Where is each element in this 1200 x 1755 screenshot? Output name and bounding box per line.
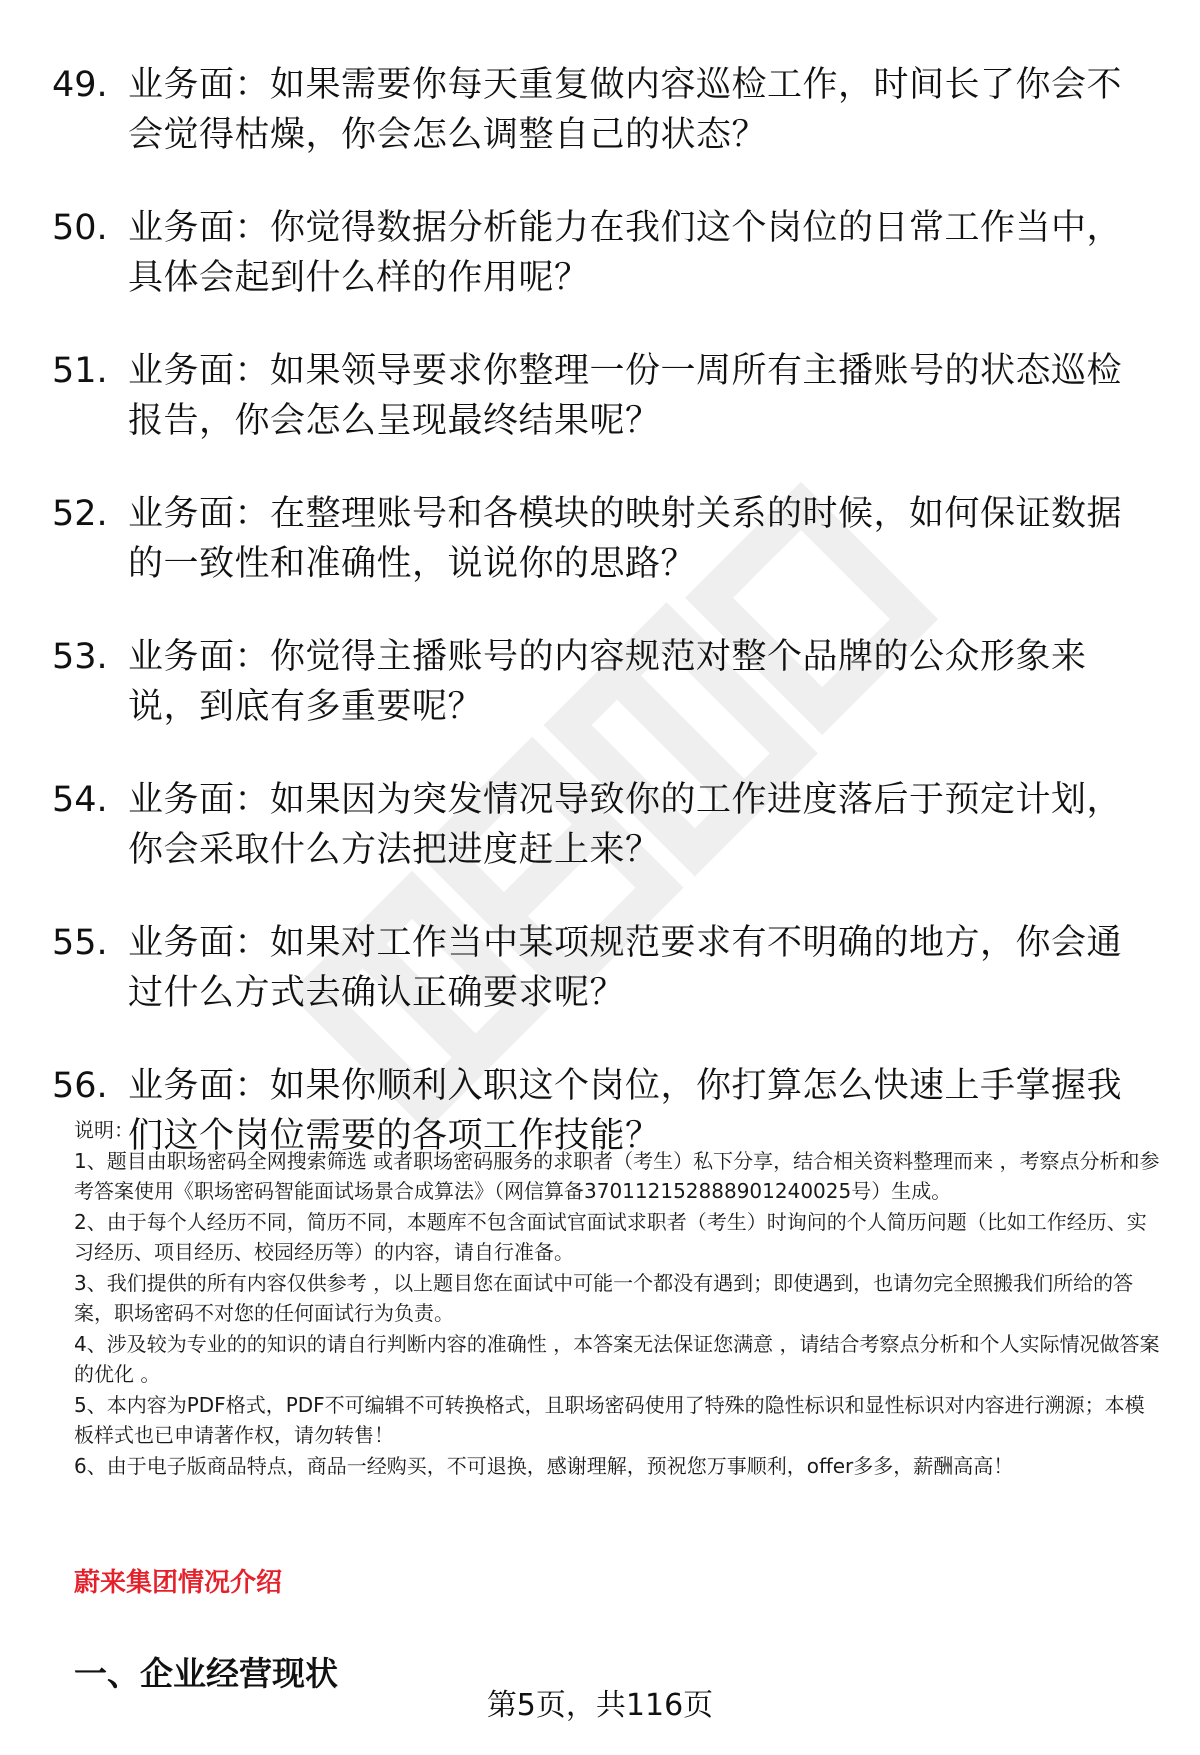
- question-number: 56.: [52, 1066, 108, 1106]
- question-number: 51.: [52, 351, 108, 391]
- question-text: 业务面：如果因为突发情况导致你的工作进度落后于预定计划，你会采取什么方法把进度赶上来？: [128, 780, 1123, 870]
- question-item: [52, 489, 1152, 589]
- question-item: [52, 60, 1152, 160]
- page-number-footer: 第5页，共116页: [486, 1688, 714, 1723]
- note-item: 1、题目由职场密码全网搜索筛选 或者职场密码服务的求职者（考生）私下分享，结合相关资料整理而来 ，考察点分析和参考答案使用《职场密码智能面试场景合成算法》（网信算备370112152888901240025号）生成。: [74, 1148, 1160, 1203]
- note-item: 5、本内容为PDF格式，PDF不可编辑不可转换格式，且职场密码使用了特殊的隐性标识和显性标识对内容进行溯源；本模板样式也已申请著作权，请勿转售！: [74, 1392, 1145, 1447]
- note-item: 3、我们提供的所有内容仅供参考 ，以上题目您在面试中可能一个都没有遇到；即使遇到，也请勿完全照搬我们所给的答案，职场密码不对您的任何面试行为负责。: [74, 1270, 1134, 1325]
- question-number: 55.: [52, 923, 108, 963]
- question-item: [52, 918, 1152, 1018]
- question-number: 54.: [52, 780, 108, 820]
- note-item: 4、涉及较为专业的的知识的请自行判断内容的准确性 ，本答案无法保证您满意 ，请结合考察点分析和个人实际情况做答案的优化 。: [74, 1331, 1160, 1386]
- company-heading: 蔚来集团情况介绍: [74, 1568, 283, 1598]
- question-number: 50.: [52, 208, 108, 248]
- question-number: 52.: [52, 494, 108, 534]
- section-heading: 一、企业经营现状: [74, 1654, 338, 1693]
- question-text: 业务面：你觉得数据分析能力在我们这个岗位的日常工作当中，具体会起到什么样的作用呢？: [128, 208, 1123, 298]
- question-item: [52, 203, 1152, 303]
- question-item: [52, 346, 1152, 446]
- notes-title: 说明：: [74, 1118, 134, 1142]
- question-text: 业务面：如果你顺利入职这个岗位，你打算怎么快速上手掌握我们这个岗位需要的各项工作技能？: [128, 1066, 1123, 1156]
- question-list: [52, 60, 1152, 1204]
- question-text: 业务面：如果需要你每天重复做内容巡检工作，时间长了你会不会觉得枯燥，你会怎么调整自己的状态？: [128, 65, 1123, 155]
- question-text: 业务面：在整理账号和各模块的映射关系的时候，如何保证数据的一致性和准确性，说说你的思路？: [128, 494, 1123, 584]
- note-item: 2、由于每个人经历不同，简历不同，本题库不包含面试官面试求职者（考生）时询问的个人简历问题（比如工作经历、实习经历、项目经历、校园经历等）的内容，请自行准备。: [74, 1209, 1147, 1264]
- question-text: 业务面：如果对工作当中某项规范要求有不明确的地方，你会通过什么方式去确认正确要求呢？: [128, 923, 1123, 1013]
- question-text: 业务面：如果领导要求你整理一份一周所有主播账号的状态巡检报告，你会怎么呈现最终结果呢？: [128, 351, 1123, 441]
- question-number: 49.: [52, 65, 108, 105]
- question-number: 53.: [52, 637, 108, 677]
- question-text: 业务面：你觉得主播账号的内容规范对整个品牌的公众形象来说，到底有多重要呢？: [128, 637, 1087, 727]
- question-item: [52, 632, 1152, 732]
- note-item: 6、由于电子版商品特点，商品一经购买，不可退换，感谢理解，预祝您万事顺利，offer多多，薪酬高高！: [74, 1453, 1014, 1478]
- notes-section: [74, 1115, 1164, 1481]
- question-item: [52, 775, 1152, 875]
